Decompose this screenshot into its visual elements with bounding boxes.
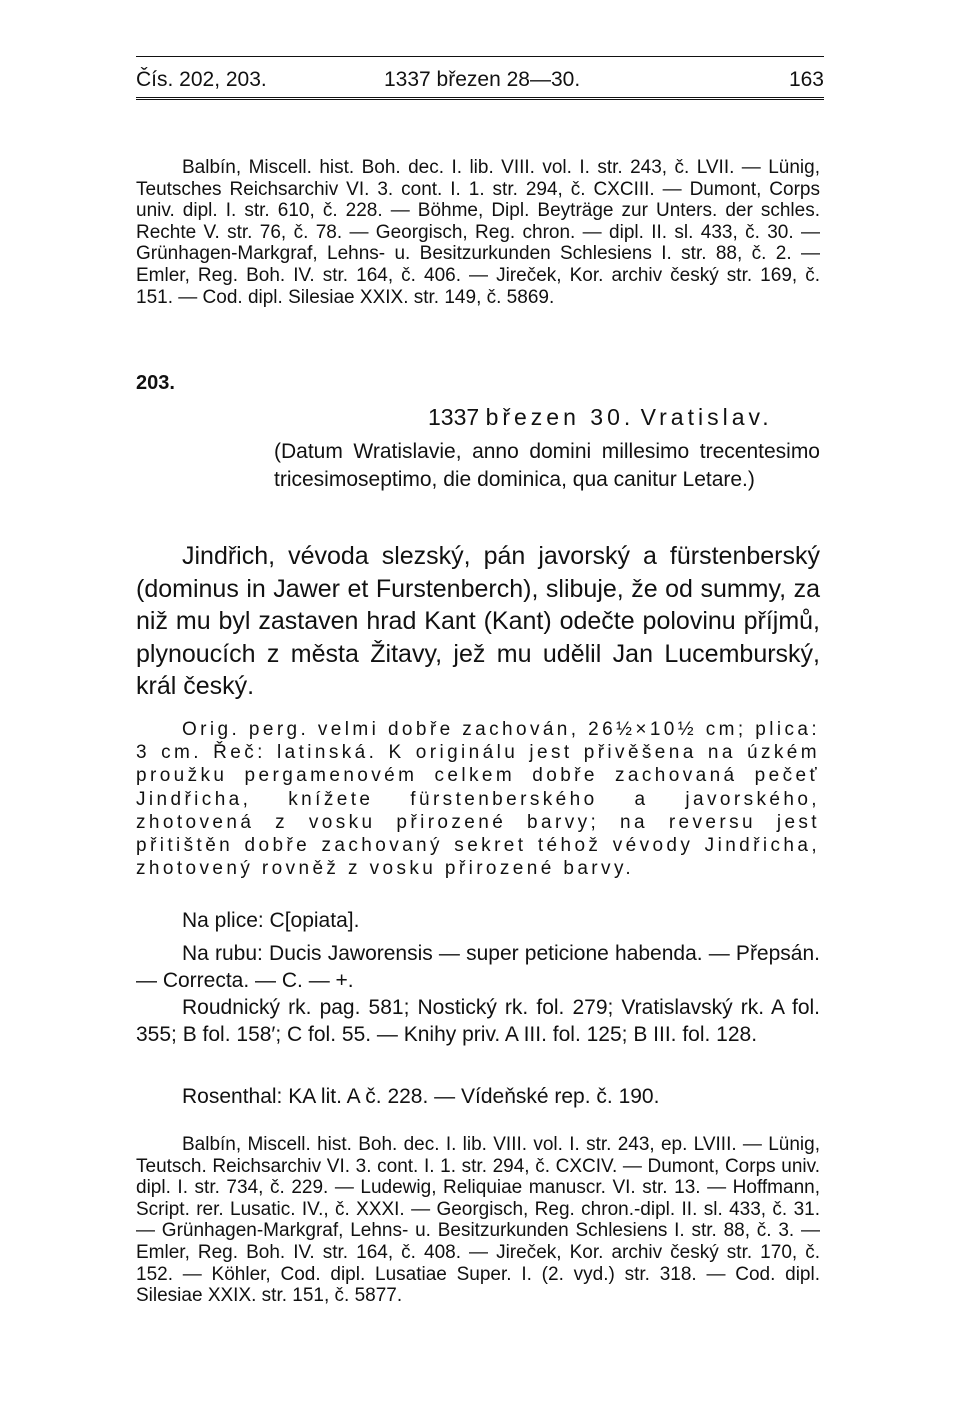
entry-year: 1337 <box>428 404 480 430</box>
regest-summary: Jindřich, vévoda slezský, pán javorský a fürstenberský (dominus in Jawer et Furstenberch), slibuje, že od summy, za niž mu byl zastaven hrad Kant (Kant) odečte polovinu příjmů, plynoucích z města Žitavy, jež mu udělil Jan Lucemburský, král český. <box>136 542 820 700</box>
original-description: Orig. perg. velmi dobře zachován, 26½×10½ cm; plica: 3 cm. Řeč: latinská. K originálu jest přivěšena na úzkém proužku pergamenovém celkem dobře zachovaná pečeť Jindřicha, knížete fürstenberského a javorského, zhotovená z vosku přirozené barvy; na reversu jest přitištěn dobře zachovaný sekret téhož vévody Jindřicha, zhotovený rovněž z vosku přirozené barvy. <box>136 719 820 880</box>
entry-bibliography: Balbín, Miscell. hist. Boh. dec. I. lib. VIII. vol. I. str. 243, ep. LVIII. — Lünig, Teutsch. Reichsarchiv VI. 3. cont. I. 1. str. 294, č. CXCIV. — Dumont, Corps univ. dipl. I. str. 734, č. 229. — Ludewig, Reliquiae manuscr. VI. str. 13. — Hoffmann, Script. rer. Lusatic. IV., č. XXXI. — Georgisch, Reg. chron.-dipl. II. sl. 433, č. 31. — Grünhagen-Markgraf, Lehns- u. Besitzurkunden Schlesiens I. str. 88, č. 3. — Emler, Reg. Boh. IV. str. 164, č. 408. — Jireček, Kor. archiv český str. 170, č. 152. — Köhler, Cod. dipl. Lusatiae Super. I. (2. vyd.) str. 318. — Cod. dipl. Silesiae XXIX. str. 151, č. 5877. <box>136 1134 820 1307</box>
previous-entry-bibliography: Balbín, Miscell. hist. Boh. dec. I. lib. VIII. vol. I. str. 243, č. LVII. — Lünig, Teutsches Reichsarchiv VI. 3. cont. I. 1. str. 294, č. CXCIII. — Dumont, Corps univ. dipl. I. str. 610, č. 228. — Böhme, Dipl. Beyträge zur Unters. der schles. Rechte V. str. 76, č. 78. — Georgisch, Reg. chron. — dipl. II. sl. 433, č. 30. — Grünhagen-Markgraf, Lehns- u. Besitzurkunden Schlesiens I. str. 88, č. 2. — Emler, Reg. Boh. IV. str. 164, č. 406. — Jireček, Kor. archiv český str. 169, č. 151. — Cod. dipl. Silesiae XXIX. str. 149, č. 5869. <box>136 157 820 308</box>
running-header <box>136 68 824 92</box>
page-number: 163 <box>788 68 824 91</box>
dorsal-note: Na rubu: Ducis Jaworensis — super peticione habenda. — Přepsán. — Correcta. — C. — +. <box>136 942 820 992</box>
header-document-numbers: Čís. 202, 203. <box>136 68 267 91</box>
latin-dating-clause: (Datum Wratislavie, anno domini millesimo trecentesimo tricesimoseptimo, die dominica, qua canitur Letare.) <box>274 440 820 491</box>
rosenthal-reference: Rosenthal: KA lit. A č. 228. — Vídeňské rep. č. 190. <box>182 1085 660 1108</box>
manuscript-copies: Roudnický rk. pag. 581; Nostický rk. fol. 279; Vratislavský rk. A fol. 355; B fol. 158′; C fol. 55. — Knihy priv. A III. fol. 125; B III. fol. 128. <box>136 996 820 1046</box>
header-rule-bottom <box>136 97 824 100</box>
entry-month-day: březen 30. <box>485 404 635 430</box>
entry-date-place <box>428 404 773 431</box>
entry-number: 203. <box>136 372 175 394</box>
header-rule-top <box>136 56 824 57</box>
plica-note: Na plice: C[opiata]. <box>182 909 360 932</box>
entry-place: Vratislav. <box>640 404 773 430</box>
header-date-range: 1337 březen 28—30. <box>384 68 581 91</box>
